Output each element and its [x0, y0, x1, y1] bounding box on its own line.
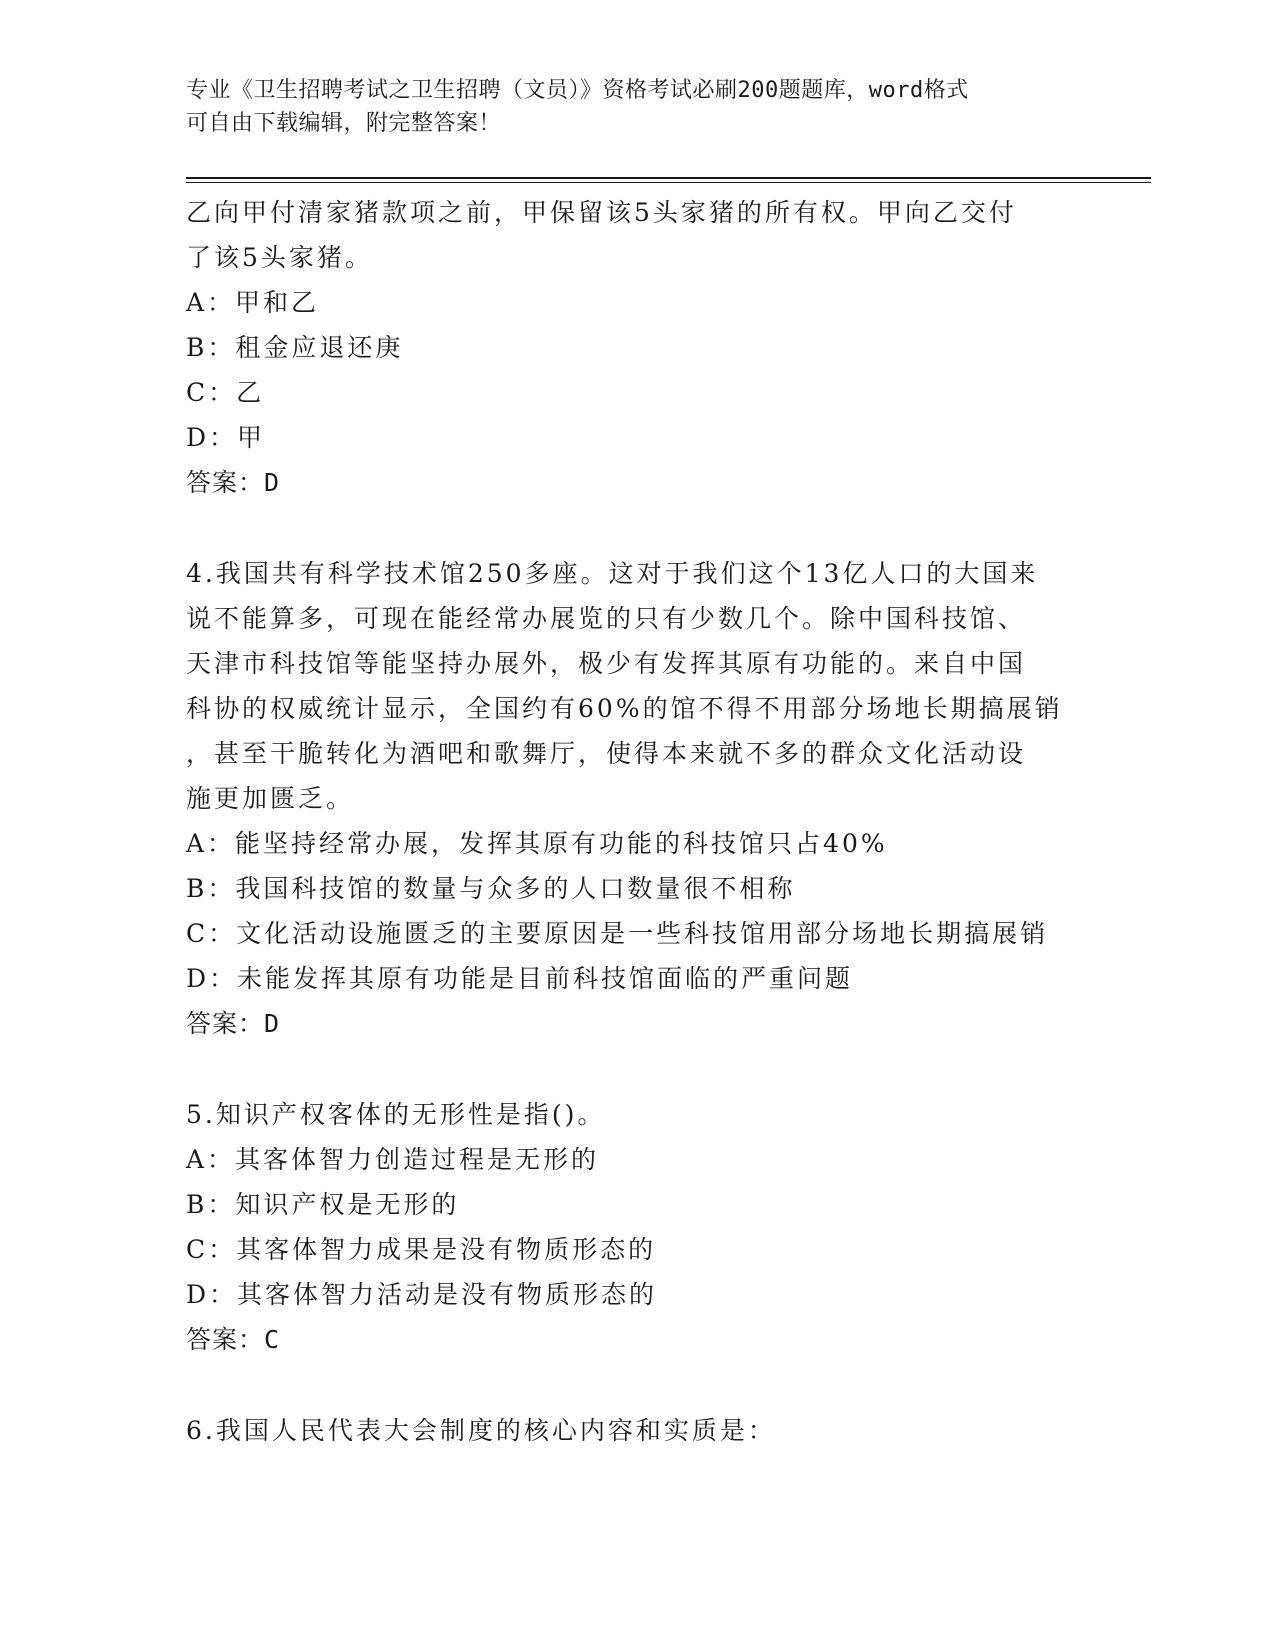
stem-line: 6.我国人民代表大会制度的核心内容和实质是：: [186, 1416, 776, 1445]
stem-line: ，甚至干脆转化为酒吧和歌舞厅，使得本来就不多的群众文化活动设: [186, 739, 1027, 768]
spacer: [186, 1046, 1086, 1092]
header-line-2: 可自由下载编辑，附完整答案！: [186, 111, 502, 136]
header-divider-thin: [186, 182, 1151, 183]
stem-line: 了该5头家猪。: [186, 243, 373, 272]
question-list: [186, 190, 1086, 1453]
answer-line: 答案：D: [186, 468, 281, 497]
option-a: A：能坚持经常办展，发挥其原有功能的科技馆只占40%: [186, 829, 888, 858]
option-c: C：文化活动设施匮乏的主要原因是一些科技馆用部分场地长期搞展销: [186, 919, 1049, 948]
option-c: C：其客体智力成果是没有物质形态的: [186, 1235, 657, 1264]
option-b: B：租金应退还庚: [186, 333, 404, 362]
stem-line: 天津市科技馆等能坚持办展外，极少有发挥其原有功能的。来自中国: [186, 649, 1027, 678]
option-c: C：乙: [186, 378, 265, 407]
stem-line: 5.知识产权客体的无形性是指()。: [186, 1100, 606, 1129]
stem-line: 科协的权威统计显示，全国约有60%的馆不得不用部分场地长期搞展销: [186, 694, 1063, 723]
option-d: D：其客体智力活动是没有物质形态的: [186, 1280, 658, 1309]
stem-line: 乙向甲付清家猪款项之前，甲保留该5头家猪的所有权。甲向乙交付: [186, 198, 1017, 227]
option-d: D：未能发挥其原有功能是目前科技馆面临的严重问题: [186, 964, 854, 993]
answer-line: 答案：C: [186, 1325, 281, 1354]
stem-line: 说不能算多，可现在能经常办展览的只有少数几个。除中国科技馆、: [186, 604, 1027, 633]
option-b: B：知识产权是无形的: [186, 1190, 460, 1219]
document-header: [186, 74, 1086, 140]
option-a: A：甲和乙: [186, 288, 320, 317]
option-b: B：我国科技馆的数量与众多的人口数量很不相称: [186, 874, 796, 903]
header-divider-thick: [186, 177, 1151, 179]
spacer: [186, 1362, 1086, 1408]
question-item: [186, 1092, 1086, 1362]
header-line-1: 专业《卫生招聘考试之卫生招聘（文员）》资格考试必刷200题题库，word格式: [186, 78, 969, 103]
question-item: [186, 1408, 1086, 1453]
question-stem: [186, 1408, 1086, 1453]
question-stem: [186, 1092, 1086, 1137]
answer-line: 答案：D: [186, 1009, 281, 1038]
option-a: A：其客体智力创造过程是无形的: [186, 1145, 600, 1174]
stem-line: 4.我国共有科学技术馆250多座。这对于我们这个13亿人口的大国来: [186, 559, 1039, 588]
option-d: D：甲: [186, 423, 266, 452]
question-item: [186, 551, 1086, 1046]
question-stem: [186, 551, 1086, 821]
question-item: [186, 190, 1086, 505]
question-stem: [186, 190, 1086, 280]
spacer: [186, 505, 1086, 551]
stem-line: 施更加匮乏。: [186, 784, 355, 813]
